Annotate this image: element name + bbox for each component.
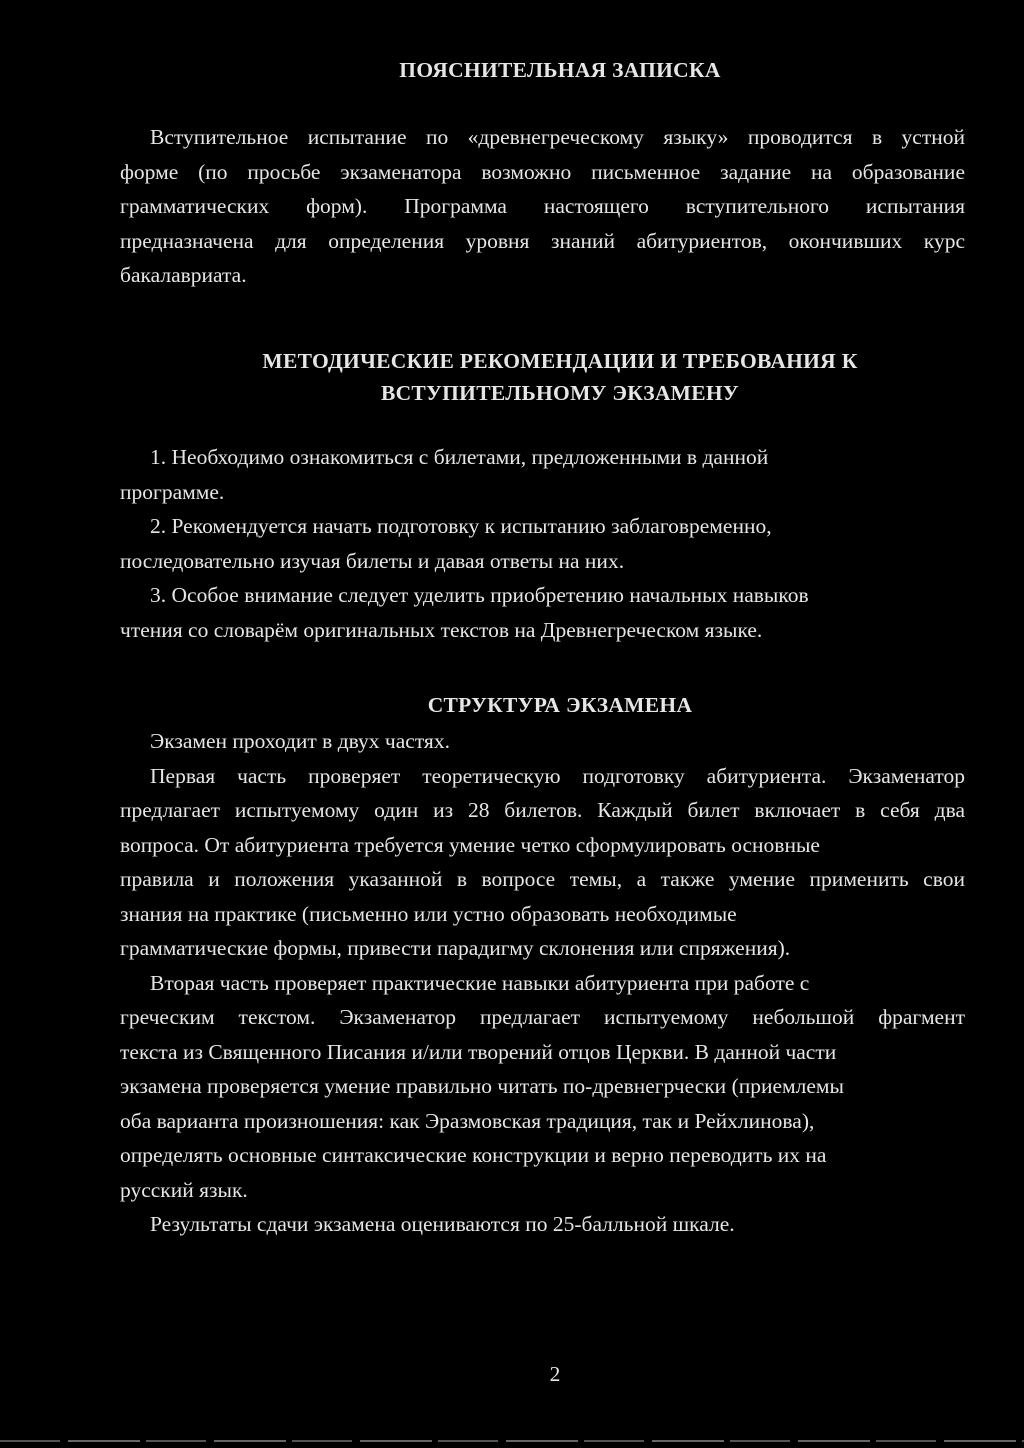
recommendations-list — [120, 440, 965, 647]
part2-line: оба варианта произношения: как Эразмовская традиция, так и Рейхлинова), — [120, 1108, 815, 1133]
recommendation-item-continued: программе. — [120, 479, 225, 504]
recommendation-item-continued: чтения со словарём оригинальных текстов на Древнегреческом языке. — [120, 617, 763, 642]
heading-exam-structure: СТРУКТУРА ЭКЗАМЕНА — [427, 693, 693, 717]
result-line: Результаты сдачи экзамена оцениваются по 25-балльной шкале. — [150, 1212, 735, 1236]
heading-line: МЕТОДИЧЕСКИЕ РЕКОМЕНДАЦИИ И ТРЕБОВАНИЯ К — [262, 349, 858, 373]
part2-line: определять основные синтаксические конструкции и верно переводить их на — [120, 1143, 827, 1167]
intro-paragraph — [120, 120, 965, 293]
part2-line: Вторая часть проверяет практические навыки абитуриента при работе с — [150, 970, 810, 995]
part1-line: предлагает испытуемому один из 28 билетов. Каждый билет включает в себя два — [120, 798, 965, 822]
part2-line: экзамена проверяется умение правильно читать по-древнегрчески (приемлемы — [120, 1074, 844, 1098]
intro-line: форме (по просьбе экзаменатора возможно письменное задание на образование — [120, 159, 965, 184]
recommendation-item: 1. Необходимо ознакомиться с билетами, предложенными в данной — [150, 445, 769, 469]
part2-line: текста из Священного Писания и/или творений отцов Церкви. В данной части — [120, 1039, 837, 1064]
part1-line: знания на практике (письменно или устно образовать необходимые — [120, 901, 737, 926]
structure-intro: Экзамен проходит в двух частях. — [150, 729, 450, 753]
intro-line: предназначена для определения уровня знаний абитуриентов, окончивших курс — [120, 228, 965, 253]
intro-line: грамматических форм). Программа настоящего вступительного испытания — [120, 194, 965, 218]
heading-line: ВСТУПИТЕЛЬНОМУ ЭКЗАМЕНУ — [380, 381, 740, 405]
page-number: 2 — [549, 1362, 561, 1386]
scan-edge-rule — [0, 1440, 1024, 1442]
intro-line: Вступительное испытание по «древнегреческому языку» проводится в устной — [150, 125, 965, 149]
part1-line: Первая часть проверяет теоретическую подготовку абитуриента. Экзаменатор — [150, 763, 965, 788]
heading-explanatory-note: ПОЯСНИТЕЛЬНАЯ ЗАПИСКА — [399, 58, 721, 82]
heading-methodical-recommendations — [200, 345, 920, 409]
part2-line: русский язык. — [120, 1177, 248, 1202]
structure-section — [120, 724, 965, 1242]
part1-line: правила и положения указанной в вопросе темы, а также умение применить свои — [120, 867, 965, 891]
recommendation-item: 3. Особое внимание следует уделить приобретению начальных навыков — [150, 583, 809, 607]
part2-line: греческим текстом. Экзаменатор предлагает испытуемому небольшой фрагмент — [120, 1005, 965, 1029]
intro-line: бакалавриата. — [120, 263, 247, 287]
part1-line: грамматические формы, привести парадигму склонения или спряжения). — [120, 936, 791, 960]
recommendation-item-continued: последовательно изучая билеты и давая ответы на них. — [120, 548, 625, 573]
recommendation-item: 2. Рекомендуется начать подготовку к испытанию заблаговременно, — [150, 514, 772, 538]
part1-line: вопроса. От абитуриента требуется умение четко сформулировать основные — [120, 832, 820, 857]
